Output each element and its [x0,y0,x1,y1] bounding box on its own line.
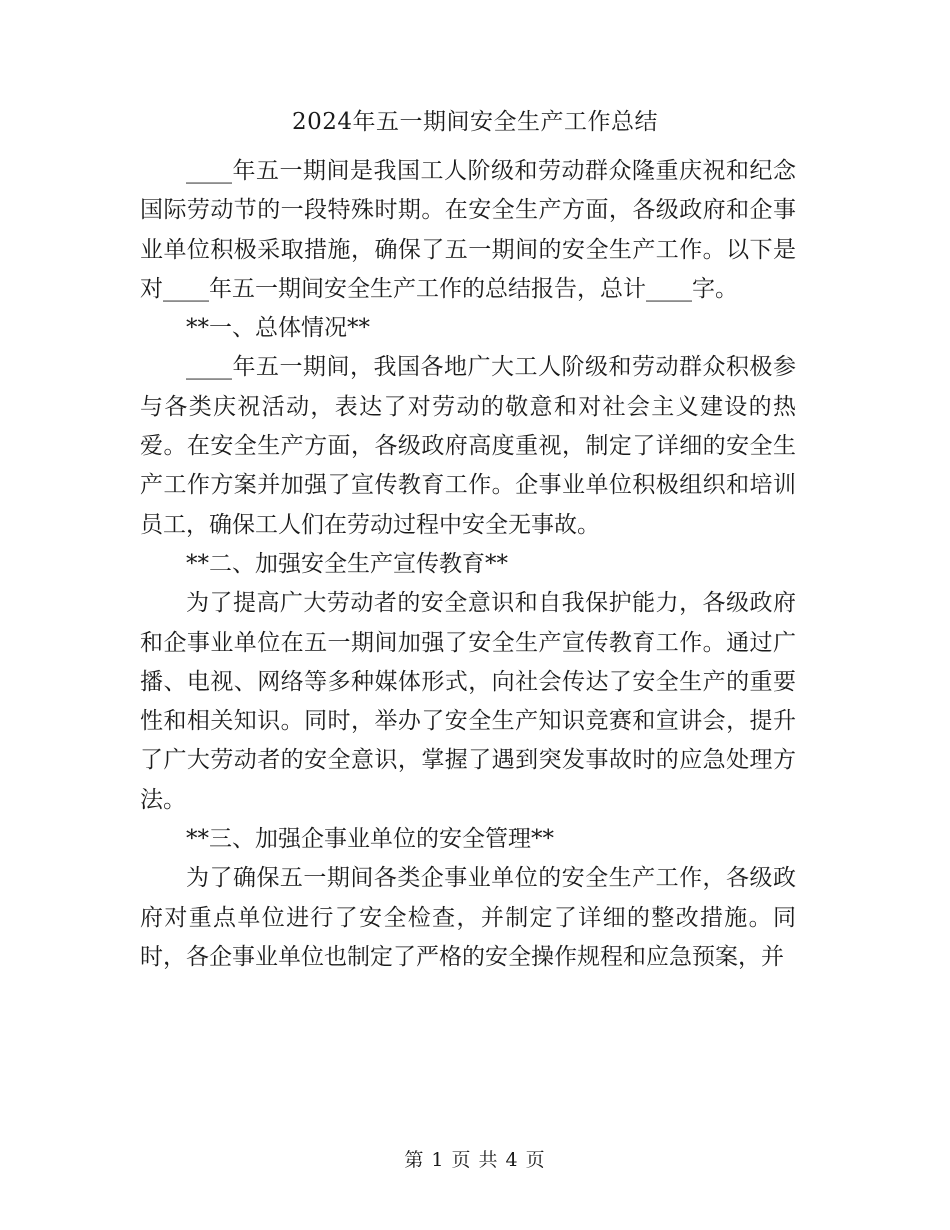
section-heading-management: **三、加强企事业单位的安全管理** [186,826,554,853]
paragraph-management: 为了确保五一期间各类企事业单位的安全生产工作，各级政府对重点单位进行了安全检查，并制定了详细的整改措施。同时，各企事业单位也制定了严格的安全操作规程和应急预案，并 [140,865,796,970]
paragraph-publicity: 为了提高广大劳动者的安全意识和自我保护能力，各级政府和企事业单位在五一期间加强了安全生产宣传教育工作。通过广播、电视、网络等多种媒体形式，向社会传达了安全生产的重要性和相关知识。同时，举办了安全生产知识竞赛和宣讲会，提升了广大劳动者的安全意识，掌握了遇到突发事故时的应急处理方法。 [140,590,796,813]
paragraph-overview: ____年五一期间，我国各地广大工人阶级和劳动群众积极参与各类庆祝活动，表达了对劳动的敬意和对社会主义建设的热爱。在安全生产方面，各级政府高度重视，制定了详细的安全生产工作方案并加强了宣传教育工作。企事业单位积极组织和培训员工，确保工人们在劳动过程中安全无事故。 [140,354,796,538]
document-body [140,152,796,977]
paragraph-intro: ____年五一期间是我国工人阶级和劳动群众隆重庆祝和纪念国际劳动节的一段特殊时期。在安全生产方面，各级政府和企事业单位积极采取措施，确保了五一期间的安全生产工作。以下是对____年五一期间安全生产工作的总结报告，总计____字。 [140,158,796,302]
section-heading-publicity: **二、加强安全生产宣传教育** [186,550,508,577]
section-heading-overview: **一、总体情况** [186,315,370,342]
document-title: 2024年五一期间安全生产工作总结 [291,109,659,135]
page-footer: 第 1 页 共 4 页 [404,1149,546,1171]
